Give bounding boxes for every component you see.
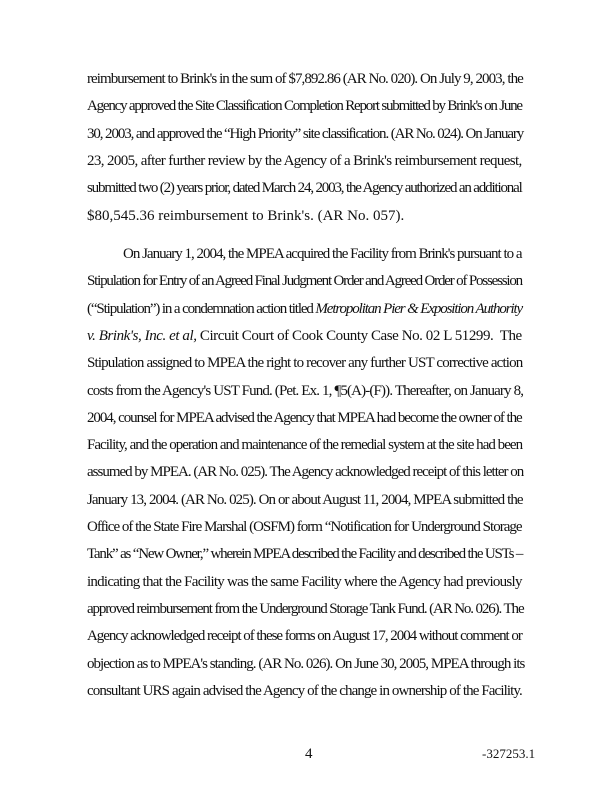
paragraph-2-line: Office of the State Fire Marshal (OSFM) form “Notification for Underground Storage <box>87 519 522 535</box>
paragraph-2-line <box>87 327 522 345</box>
paragraph-2-line: approved reimbursement from the Underground Storage Tank Fund. (AR No. 026). The <box>87 600 524 617</box>
paragraph-2-line: Stipulation for Entry of an Agreed Final Judgment Order and Agreed Order of Possession <box>87 273 522 290</box>
paragraph-1-line: 30, 2003, and approved the “High Priority” site classification. (AR No. 024). On January <box>87 125 524 142</box>
page-number: 4 <box>305 746 313 762</box>
paragraph-2-line: January 13, 2004. (AR No. 025). On or about August 11, 2004, MPEA submitted the <box>87 491 523 508</box>
document-id: -327253.1 <box>482 746 536 761</box>
paragraph-2-line: Tank” as “New Owner,” wherein MPEA described the Facility and described the USTs – <box>87 546 523 563</box>
paragraph-1-line: submitted two (2) years prior, dated March 24, 2003, the Agency authorized an additional <box>87 180 522 197</box>
paragraph-2-line: Stipulation assigned to MPEA the right to recover any further UST corrective action <box>87 355 523 372</box>
paragraph-2-line: consultant URS again advised the Agency of the change in ownership of the Facility. <box>87 682 522 699</box>
paragraph-2-line <box>87 300 522 318</box>
paragraph-1-line: Agency approved the Site Classification Completion Report submitted by Brink's on June <box>87 98 522 115</box>
paragraph-2-line: Facility, and the operation and maintenance of the remedial system at the site had been <box>87 437 523 454</box>
paragraph-2-line: objection as to MPEA's standing. (AR No. 026). On June 30, 2005, MPEA through its <box>87 655 525 672</box>
paragraph-2-line: On January 1, 2004, the MPEA acquired the Facility from Brink's pursuant to a <box>123 246 522 262</box>
paragraph-2-line: costs from the Agency's UST Fund. (Pet. Ex. 1, ¶5(A)-(F)). Thereafter, on January 8, <box>87 382 524 399</box>
line-text: Circuit Court of Cook County Case No. 02 L 51299. The <box>199 327 522 344</box>
paragraph-2-line: Agency acknowledged receipt of these forms on August 17, 2004 without comment or <box>87 628 522 645</box>
paragraph-1-line: $80,545.36 reimbursement to Brink's. (AR No. 057). <box>87 207 405 224</box>
paragraph-2-line: assumed by MPEA. (AR No. 025). The Agency acknowledged receipt of this letter on <box>87 464 524 481</box>
paragraph-1-line: reimbursement to Brink's in the sum of $7,892.86 (AR No. 020). On July 9, 2003, the <box>87 71 523 87</box>
case-title-italic: Metropolitan Pier & Exposition Authority <box>315 300 523 317</box>
paragraph-2-line: 2004, counsel for MPEA advised the Agency that MPEA had become the owner of the <box>87 409 522 426</box>
case-title-italic: v. Brink's, Inc. et al, <box>87 327 197 344</box>
paragraph-2-line: indicating that the Facility was the same Facility where the Agency had previously <box>87 573 522 590</box>
paragraph-1-line: 23, 2005, after further review by the Agency of a Brink's reimbursement request, <box>87 152 522 169</box>
line-text: (“Stipulation”) in a condemnation action titled <box>87 300 316 317</box>
